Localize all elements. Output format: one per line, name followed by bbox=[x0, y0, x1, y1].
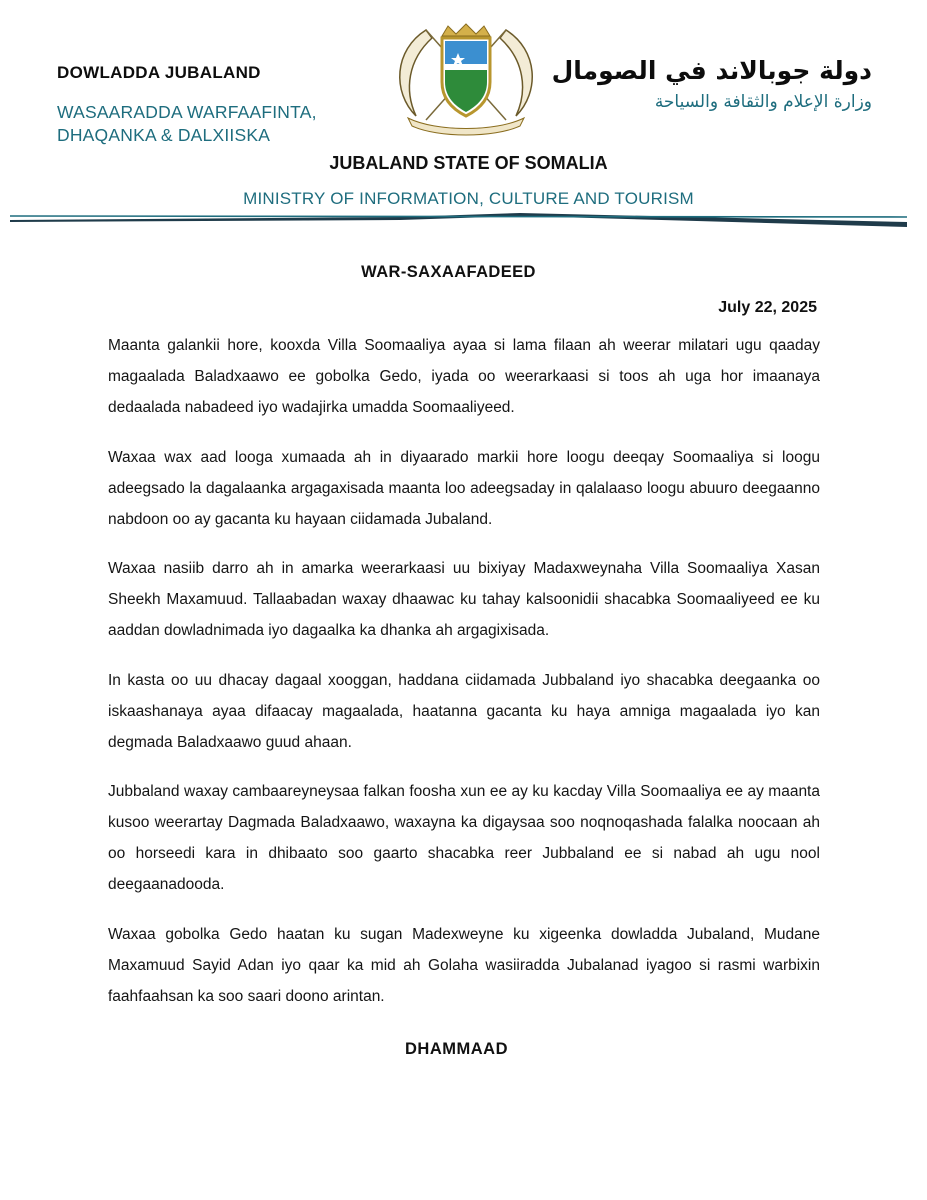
document-date: July 22, 2025 bbox=[718, 299, 817, 316]
ministry-title: MINISTRY OF INFORMATION, CULTURE AND TOURISM bbox=[243, 189, 694, 208]
header-divider bbox=[0, 0, 927, 240]
body-paragraph: Waxaa nasiib darro ah in amarka weerarkaasi uu bixiyay Madaxweynaha Villa Soomaaliya Xasan Sheekh Maxamuud. Tallaabadan waxay dhaawac ku tahay kalsoonidii shacabka Soomaaliyeed ee ku aaddan dowladnimada iyo dagaalka ka dhanka ah argagixisada. bbox=[108, 560, 820, 639]
body-paragraph: Waxaa gobolka Gedo haatan ku sugan Madexweyne ku xigeenka dowladda Jubaland, Mudane Maxamuud Sayid Adan iyo qaar ka mid ah Golaha wasiiradda Jubalanad iyagoo si rasmi warbixin faahfaahsan ka soo saari doono arintan. bbox=[108, 925, 820, 1005]
header-left-title: DOWLADDA JUBALAND bbox=[57, 63, 261, 82]
document-closing: DHAMMAAD bbox=[405, 1040, 508, 1058]
body-paragraph: Waxaa wax aad looga xumaada ah in diyaarado markii hore loogu deeqay Soomaaliya si loogu adeegsado la dagalaanka argagaxisada maanta loo adeegsaday in qalalaaso loogu abuuro deegaanno nabdoon oo ay gacanta ku hayaan ciidamada Jubaland. bbox=[108, 448, 820, 528]
state-title: JUBALAND STATE OF SOMALIA bbox=[329, 153, 608, 173]
header-right-title-arabic: دولة جوبالاند في الصومال bbox=[551, 56, 872, 85]
body-paragraph: In kasta oo uu dhacay dagaal xooggan, haddana ciidamada Jubbaland iyo shacabka deegaanka oo iskaashanaya ayaa difaacay magaalada, haatanna gacanta ku haya amniga magaalada iyo kan degmada Baladxaawo guud ahaan. bbox=[108, 671, 820, 751]
body-paragraph: Maanta galankii hore, kooxda Villa Soomaaliya ayaa si lama filaan ah weerar milatari ugu qaaday magaalada Baladxaawo ee gobolka Gedo, iyada oo weerarkaasi si toos ah uga hor imaanaya dedaalada nabadeed iyo wadajirka umadda Soomaaliyeed. bbox=[108, 337, 820, 416]
header-left-sub-line1: WASAARADDA WARFAAFINTA, bbox=[57, 102, 317, 122]
header-left-sub-line2: DHAQANKA & DALXIISKA bbox=[57, 125, 271, 145]
header-right-subtitle-arabic: وزارة الإعلام والثقافة والسياحة bbox=[654, 92, 872, 112]
body-paragraph: Jubbaland waxay cambaareyneysaa falkan foosha xun ee ay ku kacday Villa Soomaaliya ee ay maanta kusoo weerartay Dagmada Baladxaawo, waxayna ka digaysaa soo noqnoqashada falalka noocaan ah oo horseedi kara in dhibaato soo gaarto shacabka reer Jubbaland ee si nabad ah ugu nool deegaanadooda. bbox=[108, 783, 820, 893]
document-title: WAR-SAXAAFADEED bbox=[361, 263, 536, 281]
document-body bbox=[108, 330, 820, 1030]
